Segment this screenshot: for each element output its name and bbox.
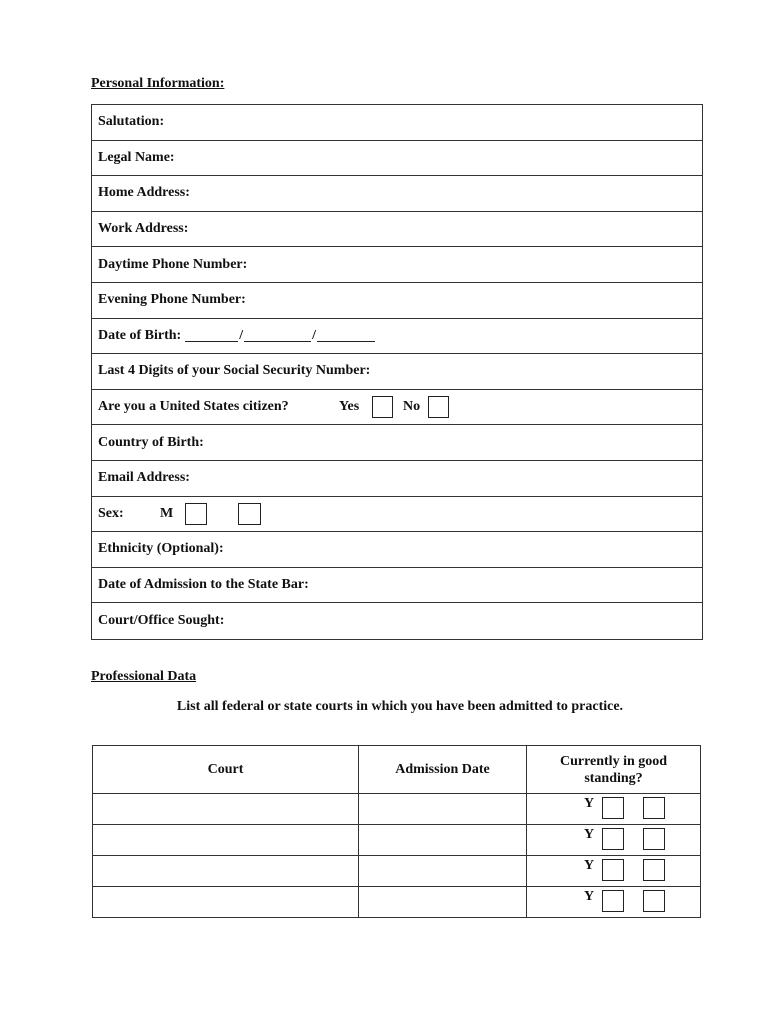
citizen-no-label: No xyxy=(403,399,421,415)
good-standing-cell xyxy=(527,887,701,918)
sex-m-checkbox[interactable] xyxy=(185,503,207,525)
salutation-row[interactable] xyxy=(92,105,702,141)
email-label: Email Address: xyxy=(98,470,190,486)
daytime-phone-row[interactable] xyxy=(92,247,702,283)
professional-data-heading: Professional Data xyxy=(91,669,197,684)
court-column-header: Court xyxy=(93,746,359,794)
dob-year-field[interactable] xyxy=(317,329,375,342)
home-address-row[interactable] xyxy=(92,176,702,212)
good-standing-yes-label: Y xyxy=(584,858,595,873)
courts-table-header xyxy=(93,746,701,794)
good-standing-yes-checkbox[interactable] xyxy=(602,859,624,881)
good-standing-yes-label: Y xyxy=(584,796,595,811)
home-address-label: Home Address: xyxy=(98,185,190,201)
sex-f-checkbox[interactable] xyxy=(238,503,261,525)
citizen-yes-label: Yes xyxy=(339,399,360,415)
courts-instructions: List all federal or state courts in which you have been admitted to practice. xyxy=(176,699,624,714)
country-of-birth-label: Country of Birth: xyxy=(98,434,204,450)
good-standing-yes-label: Y xyxy=(584,889,595,904)
admission-date-cell[interactable] xyxy=(359,887,527,918)
dob-day-field[interactable] xyxy=(244,329,311,342)
citizen-no-checkbox[interactable] xyxy=(428,396,449,418)
ssn-label: Last 4 Digits of your Social Security Number: xyxy=(98,363,371,379)
table-row xyxy=(93,887,701,918)
dob-separator: / xyxy=(312,327,316,343)
good-standing-cell xyxy=(527,856,701,887)
good-standing-yes-checkbox[interactable] xyxy=(602,890,624,912)
table-row xyxy=(93,856,701,887)
ethnicity-row[interactable] xyxy=(92,532,702,568)
legal-name-label: Legal Name: xyxy=(98,149,175,165)
table-row xyxy=(93,825,701,856)
salutation-label: Salutation: xyxy=(98,114,165,130)
good-standing-no-checkbox[interactable] xyxy=(643,890,665,912)
good-standing-yes-label: Y xyxy=(584,827,595,842)
admission-date-cell[interactable] xyxy=(359,825,527,856)
sex-row xyxy=(92,497,702,533)
court-office-sought-row[interactable] xyxy=(92,603,702,639)
court-cell[interactable] xyxy=(93,825,359,856)
court-cell[interactable] xyxy=(93,794,359,825)
personal-information-table xyxy=(91,104,703,640)
citizen-yes-checkbox[interactable] xyxy=(372,396,393,418)
good-standing-no-checkbox[interactable] xyxy=(643,828,665,850)
bar-admission-date-label: Date of Admission to the State Bar: xyxy=(98,577,309,593)
work-address-label: Work Address: xyxy=(98,221,189,237)
evening-phone-row[interactable] xyxy=(92,283,702,319)
good-standing-cell xyxy=(527,794,701,825)
email-row[interactable] xyxy=(92,461,702,497)
citizenship-label: Are you a United States citizen? xyxy=(98,399,289,415)
admission-date-column-header: Admission Date xyxy=(359,746,527,794)
good-standing-cell xyxy=(527,825,701,856)
dob-separator: / xyxy=(239,327,244,343)
good-standing-yes-checkbox[interactable] xyxy=(602,828,624,850)
table-row xyxy=(93,794,701,825)
bar-admission-date-row[interactable] xyxy=(92,568,702,604)
country-of-birth-row[interactable] xyxy=(92,425,702,461)
good-standing-column-header xyxy=(527,746,701,794)
court-cell[interactable] xyxy=(93,887,359,918)
legal-name-row[interactable] xyxy=(92,141,702,177)
court-cell[interactable] xyxy=(93,856,359,887)
ethnicity-label: Ethnicity (Optional): xyxy=(98,541,224,557)
sex-m-label: M xyxy=(160,505,174,521)
court-office-sought-label: Court/Office Sought: xyxy=(98,613,225,629)
good-standing-yes-checkbox[interactable] xyxy=(602,797,624,819)
date-of-birth-label: Date of Birth: xyxy=(98,327,182,343)
sex-label: Sex: xyxy=(98,505,124,521)
date-of-birth-row xyxy=(92,319,702,355)
good-standing-header-line2: standing? xyxy=(584,770,643,786)
citizenship-row xyxy=(92,390,702,426)
daytime-phone-label: Daytime Phone Number: xyxy=(98,256,248,272)
dob-month-field[interactable] xyxy=(185,329,238,342)
personal-information-heading: Personal Information: xyxy=(91,76,225,91)
good-standing-no-checkbox[interactable] xyxy=(643,797,665,819)
admission-date-cell[interactable] xyxy=(359,856,527,887)
admission-date-cell[interactable] xyxy=(359,794,527,825)
good-standing-no-checkbox[interactable] xyxy=(643,859,665,881)
evening-phone-label: Evening Phone Number: xyxy=(98,292,246,308)
work-address-row[interactable] xyxy=(92,212,702,248)
courts-table xyxy=(92,745,701,918)
good-standing-header-line1: Currently in good xyxy=(559,753,668,769)
ssn-row[interactable] xyxy=(92,354,702,390)
